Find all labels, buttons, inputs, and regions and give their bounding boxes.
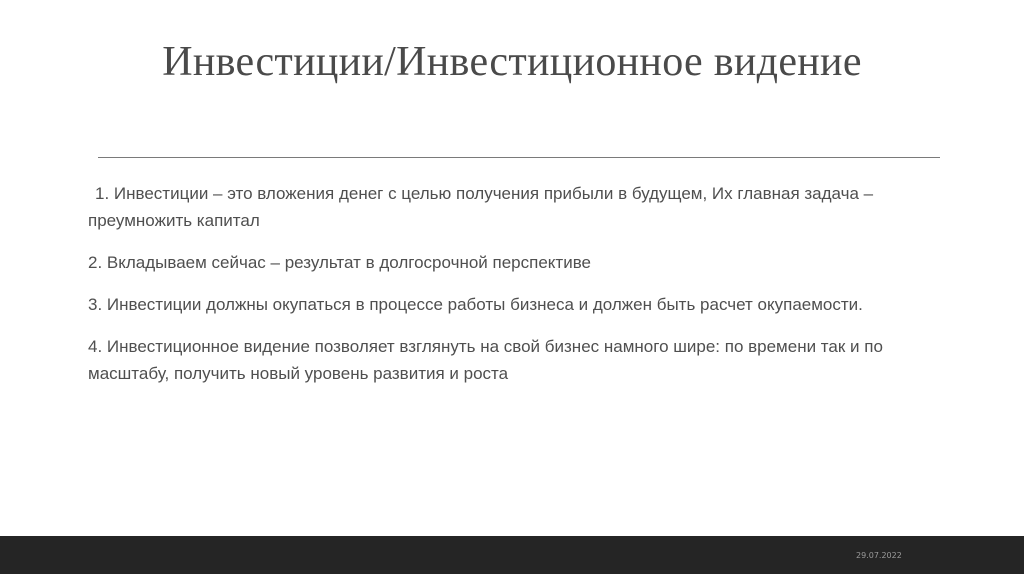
footer-bar — [0, 536, 1024, 574]
slide-title: Инвестиции/Инвестиционное видение — [162, 39, 862, 85]
paragraph-4: 4. Инвестиционное видение позволяет взглянуть на свой бизнес намного шире: по времени так и по масштабу, получить новый уровень развития и роста — [88, 337, 883, 383]
footer-date: 29.07.2022 — [856, 551, 902, 560]
paragraph-2: 2. Вкладываем сейчас – результат в долгосрочной перспективе — [88, 253, 591, 272]
paragraph-3: 3. Инвестиции должны окупаться в процессе работы бизнеса и должен быть расчет окупаемости. — [88, 295, 863, 314]
slide-body — [88, 180, 948, 402]
paragraph-1: 1. Инвестиции – это вложения денег с целью получения прибыли в будущем, Их главная задача – преумножить капитал — [88, 184, 874, 230]
title-divider — [98, 157, 940, 158]
